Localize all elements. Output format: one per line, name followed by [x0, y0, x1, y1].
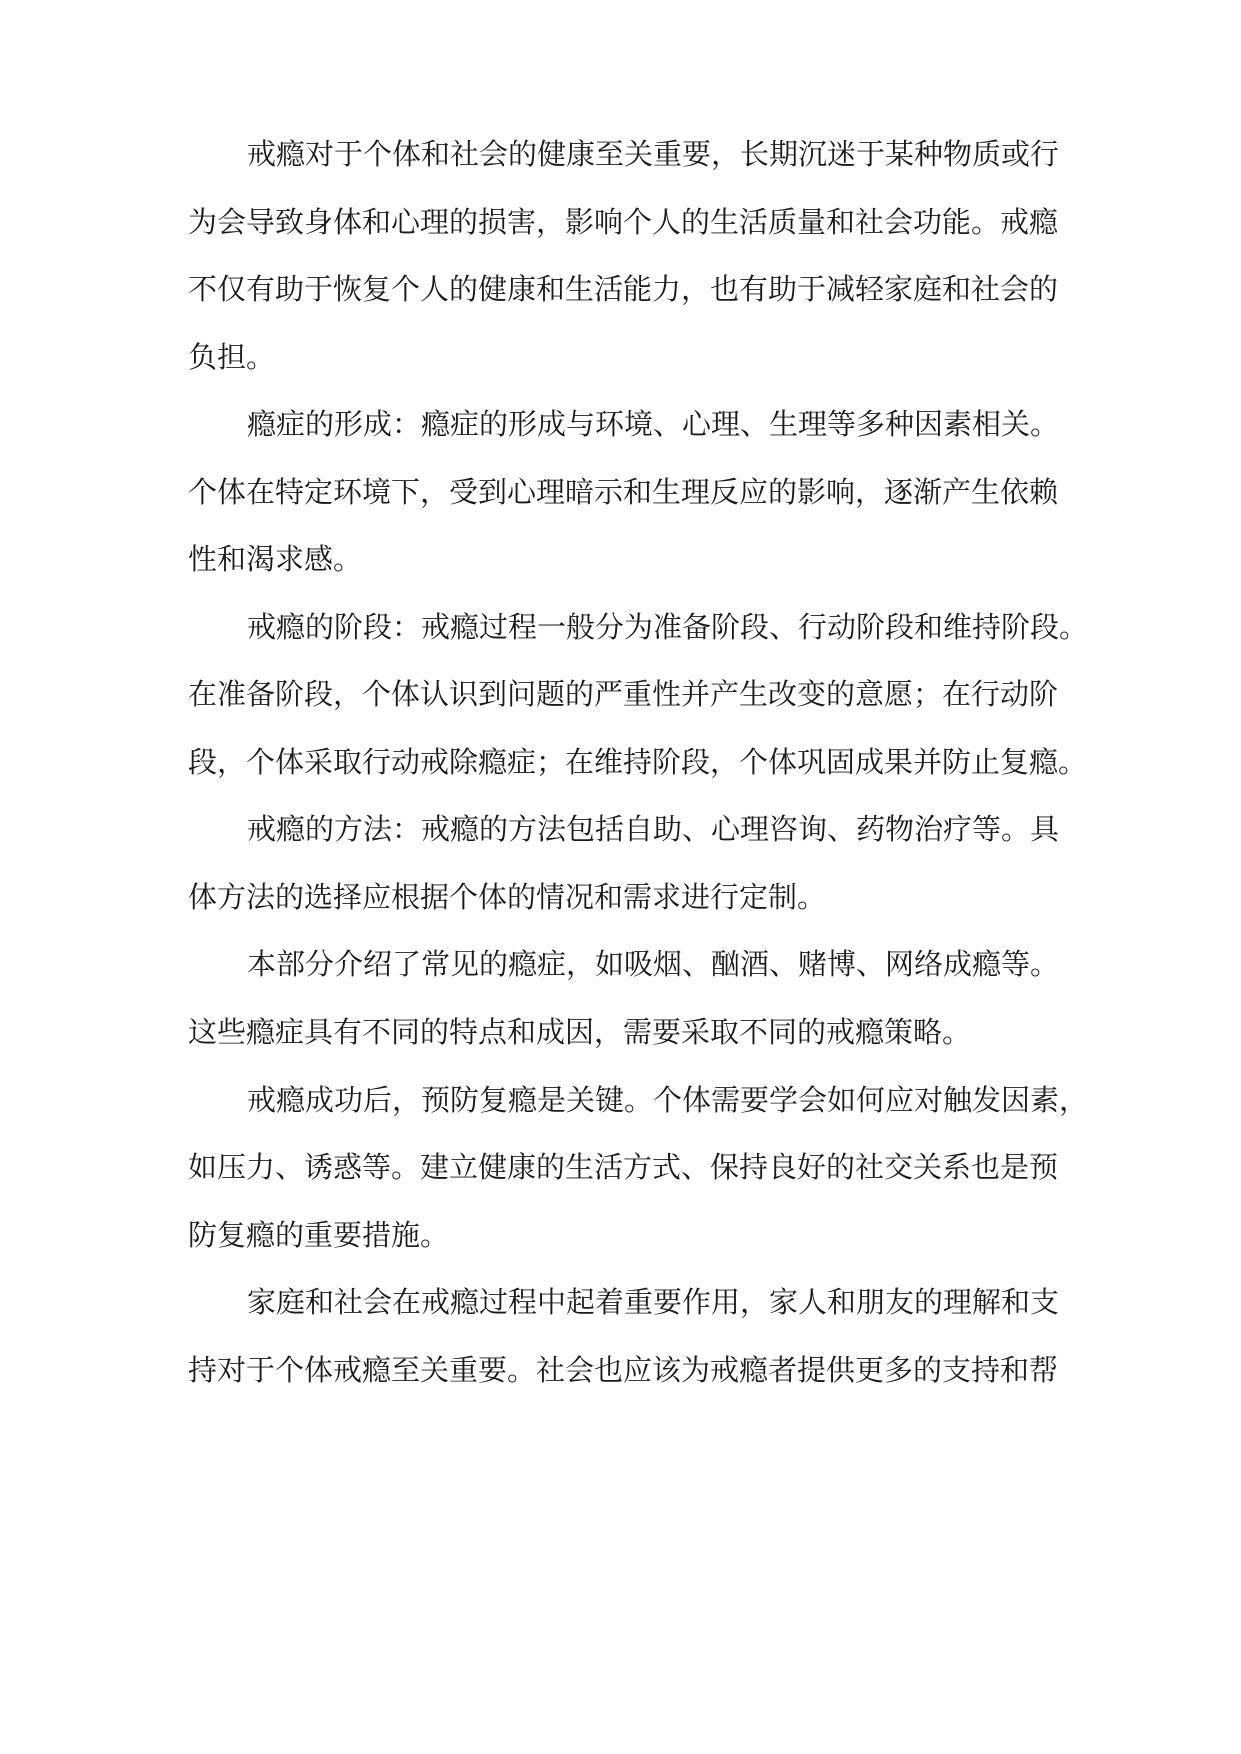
text-line: 如压力、诱惑等。建立健康的生活方式、保持良好的社交关系也是预: [188, 1150, 1059, 1184]
text-line: 个体在特定环境下，受到心理暗示和生理反应的影响，逐渐产生依赖: [188, 475, 1059, 509]
text-line: 不仅有助于恢复个人的健康和生活能力，也有助于减轻家庭和社会的: [188, 272, 1059, 306]
text-line: 段，个体采取行动戒除瘾症；在维持阶段，个体巩固成果并防止复瘾。: [188, 745, 1088, 779]
text-line: 负担。: [188, 340, 276, 374]
text-line: 戒瘾的阶段：戒瘾过程一般分为准备阶段、行动阶段和维持阶段。: [247, 610, 1089, 644]
text-line: 瘾症的形成：瘾症的形成与环境、心理、生理等多种因素相关。: [247, 407, 1060, 441]
text-line: 体方法的选择应根据个体的情况和需求进行定制。: [188, 880, 827, 914]
text-line: 为会导致身体和心理的损害，影响个人的生活质量和社会功能。戒瘾: [188, 205, 1059, 239]
text-line: 戒瘾成功后，预防复瘾是关键。个体需要学会如何应对触发因素，: [247, 1083, 1089, 1117]
text-line: 性和渴求感。: [188, 542, 363, 576]
text-line: 防复瘾的重要措施。: [188, 1218, 450, 1252]
text-line: 戒瘾的方法：戒瘾的方法包括自助、心理咨询、药物治疗等。具: [247, 812, 1060, 846]
text-line: 这些瘾症具有不同的特点和成因，需要采取不同的戒瘾策略。: [188, 1015, 972, 1049]
text-line: 戒瘾对于个体和社会的健康至关重要，长期沉迷于某种物质或行: [247, 137, 1060, 171]
text-line: 持对于个体戒瘾至关重要。社会也应该为戒瘾者提供更多的支持和帮: [188, 1353, 1059, 1387]
text-line: 本部分介绍了常见的瘾症，如吸烟、酗酒、赌博、网络成瘾等。: [247, 947, 1060, 981]
text-line: 家庭和社会在戒瘾过程中起着重要作用，家人和朋友的理解和支: [247, 1285, 1060, 1319]
text-line: 在准备阶段，个体认识到问题的严重性并产生改变的意愿；在行动阶: [188, 677, 1059, 711]
